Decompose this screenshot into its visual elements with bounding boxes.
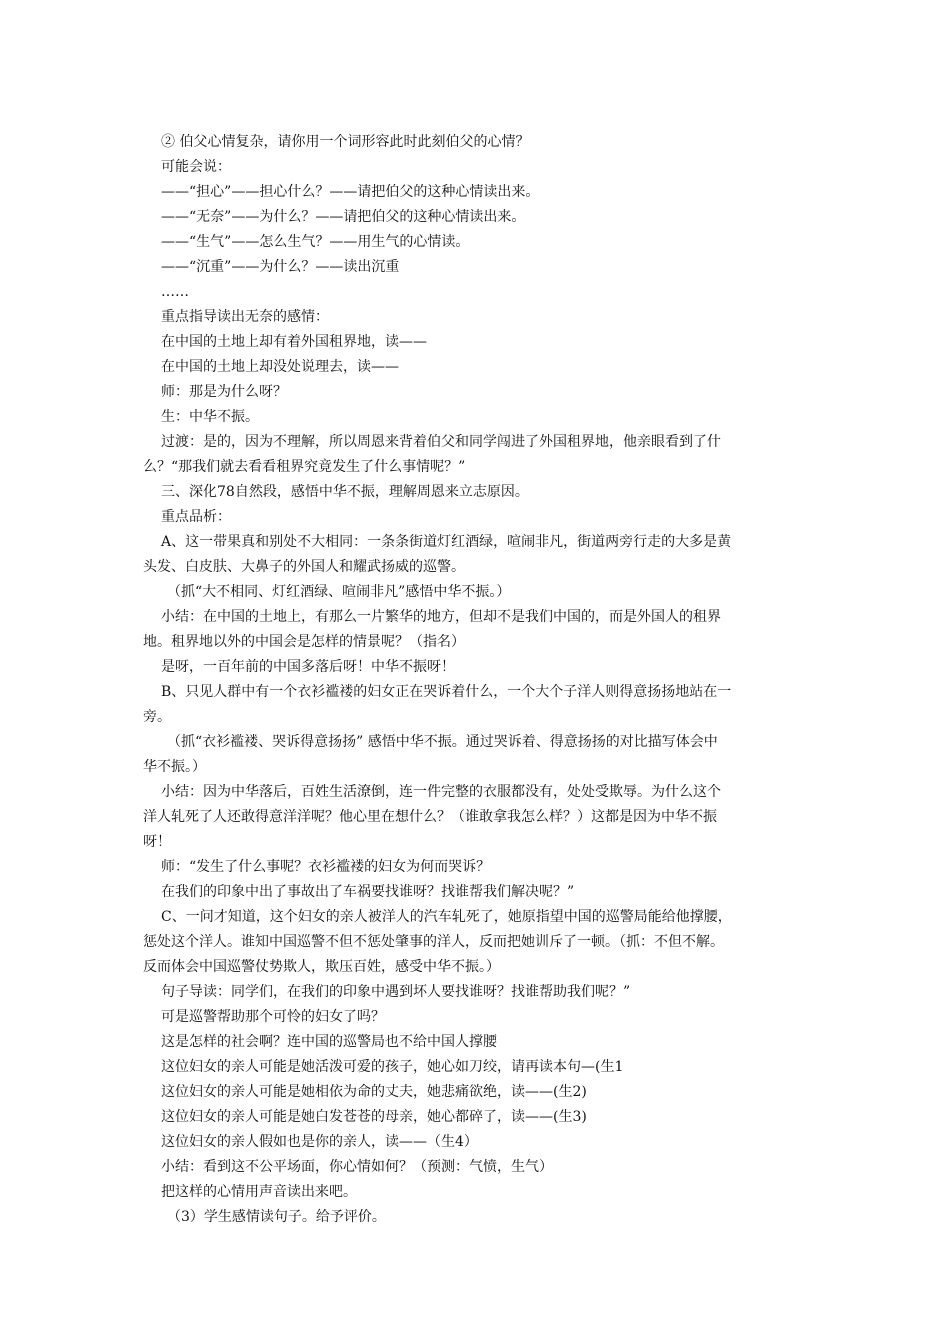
text-line: 生：中华不振。: [161, 409, 259, 425]
document-body: [143, 130, 810, 1230]
text-line: 这位妇女的亲人可能是她相依为命的丈夫，她悲痛欲绝，读——(生2): [161, 1084, 587, 1100]
text-line: 师：“发生了什么事呢？衣衫褴褛的妇女为何而哭诉？: [161, 859, 491, 875]
text-line: ——“无奈”——为什么？——请把伯父的这种心情读出来。: [161, 209, 526, 225]
text-line: 过渡：是的，因为不理解，所以周恩来背着伯父和同学闯进了外国租界地，他亲眼看到了什: [161, 434, 721, 450]
text-line: 把这样的心情用声音读出来吧。: [161, 1184, 357, 1200]
text-line: 呀！: [143, 834, 171, 850]
text-line: 华不振。）: [143, 759, 206, 775]
text-line: B、只见人群中有一个衣衫褴褛的妇女正在哭诉着什么，一个大个子洋人则得意扬扬地站在一: [161, 684, 732, 700]
text-line: 惩处这个洋人。谁知中国巡警不但不惩处肇事的洋人，反而把她训斥了一顿。（抓：不但不解。: [143, 934, 724, 950]
text-line: 这位妇女的亲人假如也是你的亲人，读——（生4）: [161, 1134, 478, 1150]
text-line: 小结：在中国的土地上，有那么一片繁华的地方，但却不是我们中国的，而是外国人的租界: [161, 609, 721, 625]
text-line: ——“生气”——怎么生气？——用生气的心情读。: [161, 234, 470, 250]
section-heading: 三、深化78自然段，感悟中华不振，理解周恩来立志原因。: [161, 484, 529, 500]
text-line: A、这一带果真和别处不大相同：一条条街道灯红酒绿，喧闹非凡，街道两旁行走的大多是黄: [161, 534, 732, 550]
text-line: 么？“那我们就去看看租界究竟发生了什么事情呢？”: [143, 459, 466, 475]
ellipsis-line: ……: [161, 284, 189, 300]
text-line: C、一问才知道，这个妇女的亲人被洋人的汽车轧死了，她原指望中国的巡警局能给他撑腰，: [161, 909, 732, 925]
text-line: 重点品析：: [161, 509, 231, 525]
text-line: 在中国的土地上却没处说理去，读——: [161, 359, 399, 375]
text-line: 是呀，一百年前的中国多落后呀！中华不振呀！: [161, 659, 455, 675]
text-line: 句子导读：同学们，在我们的印象中遇到坏人要找谁呀？找谁帮助我们呢？”: [161, 984, 631, 1000]
text-line: 在中国的土地上却有着外国租界地，读——: [161, 334, 427, 350]
text-line: 旁。: [143, 709, 171, 725]
text-line: 头发、白皮肤、大鼻子的外国人和耀武扬威的巡警。: [143, 559, 465, 575]
text-line: （3）学生感情读句子。给予评价。: [167, 1209, 386, 1225]
text-line: 可能会说：: [161, 159, 231, 175]
text-line: 地。租界地以外的中国会是怎样的情景呢？（指名）: [143, 634, 465, 650]
text-line: 重点指导读出无奈的感情：: [161, 309, 329, 325]
text-line: 这是怎样的社会啊？连中国的巡警局也不给中国人撑腰: [161, 1034, 497, 1050]
text-line: ——“沉重”——为什么？——读出沉重: [161, 259, 400, 275]
text-line: 这位妇女的亲人可能是她白发苍苍的母亲，她心都碎了，读——(生3): [161, 1109, 587, 1125]
text-line: 师：那是为什么呀？: [161, 384, 287, 400]
text-line: 可是巡警帮助那个可怜的妇女了吗？: [161, 1009, 385, 1025]
text-line: （抓“衣衫褴褛、哭诉得意扬扬” 感悟中华不振。通过哭诉着、得意扬扬的对比描写体会中: [167, 734, 718, 750]
text-line: 反而体会中国巡警仗势欺人，欺压百姓，感受中华不振。）: [143, 959, 500, 975]
text-line: ——“担心”——担心什么？——请把伯父的这种心情读出来。: [161, 184, 540, 200]
text-line: 洋人轧死了人还敢得意洋洋呢？他心里在想什么？（谁敢拿我怎么样？）这都是因为中华不振: [143, 809, 717, 825]
text-line: （抓“大不相同、灯红酒绿、喧闹非凡”感悟中华不振。）: [167, 584, 511, 600]
text-line: 小结：看到这不公平场面，你心情如何？（预测：气愤，生气）: [161, 1159, 553, 1175]
text-line: 在我们的印象中出了事故出了车祸要找谁呀？找谁帮我们解决呢？”: [161, 884, 575, 900]
text-line: 小结：因为中华落后，百姓生活潦倒，连一件完整的衣服都没有，处处受欺辱。为什么这个: [161, 784, 721, 800]
text-line: 这位妇女的亲人可能是她活泼可爱的孩子，她心如刀绞，请再读本句—(生1: [161, 1059, 624, 1075]
question-line: ② 伯父心情复杂，请你用一个词形容此时此刻伯父的心情？: [161, 134, 530, 150]
